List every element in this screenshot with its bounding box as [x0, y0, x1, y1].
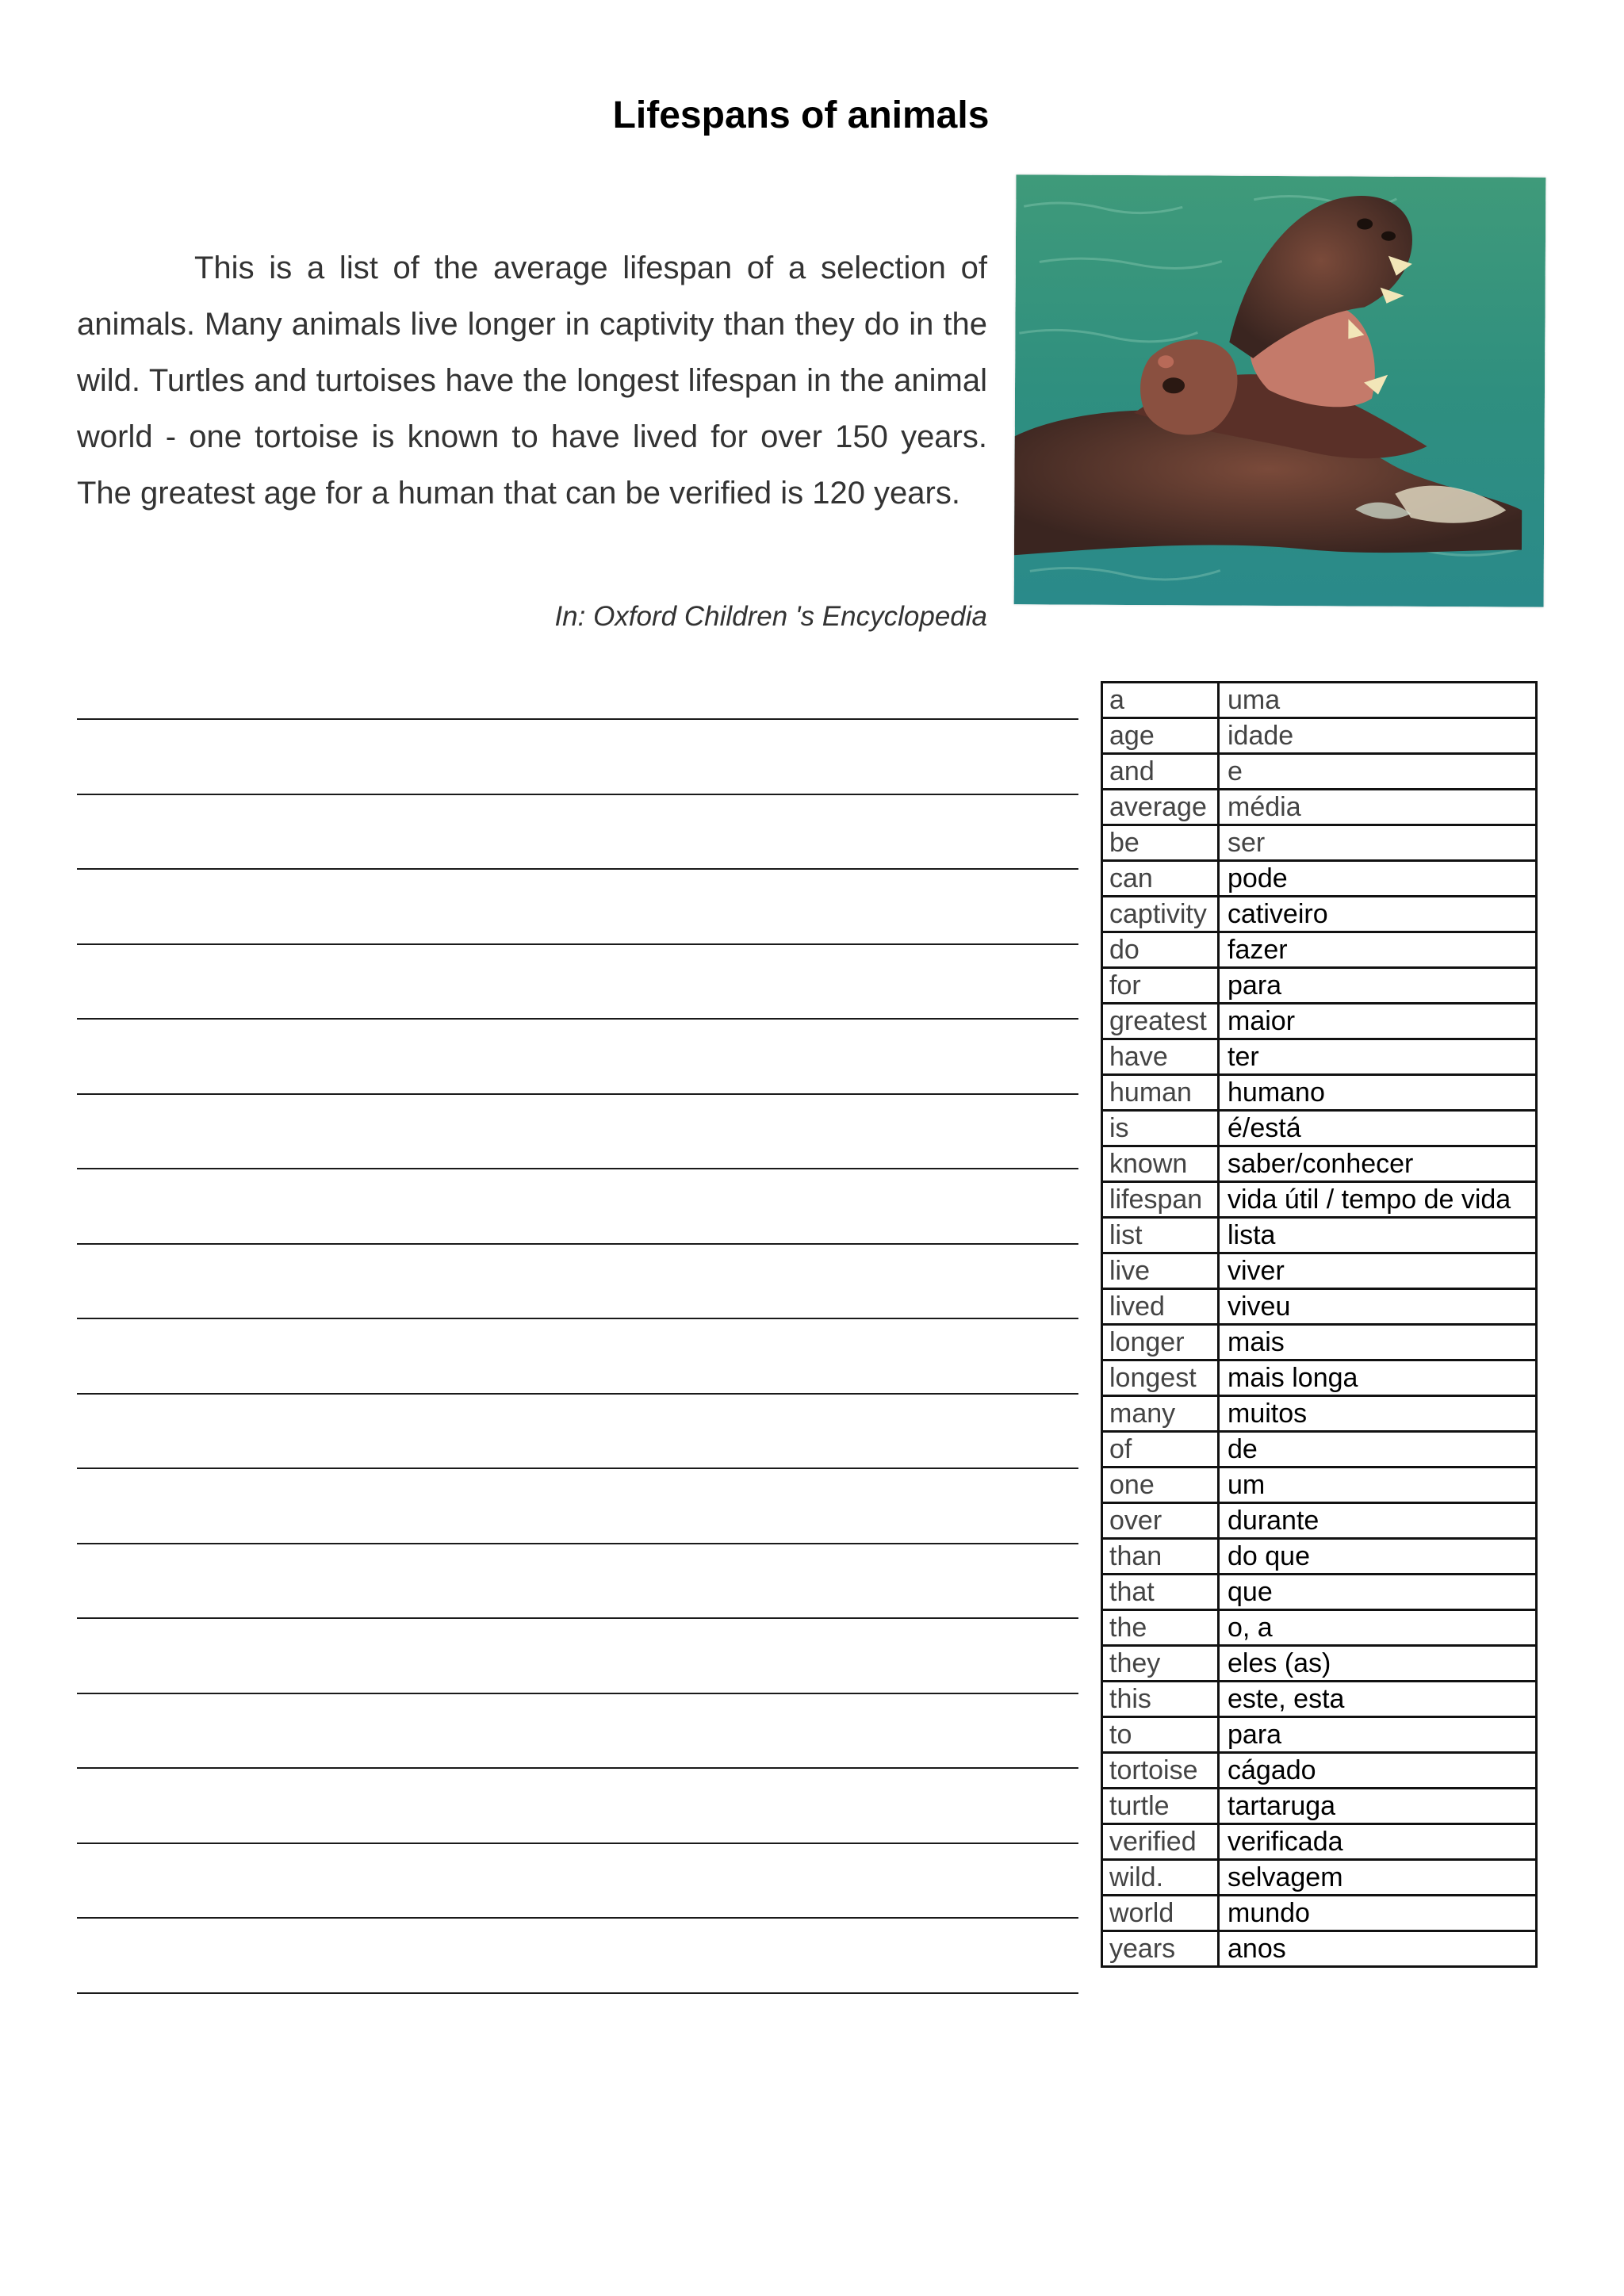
- vocab-row: [1102, 718, 1537, 754]
- writing-line[interactable]: [77, 1468, 1078, 1469]
- vocab-row: [1102, 1646, 1537, 1682]
- writing-line[interactable]: [77, 1767, 1078, 1769]
- vocab-portuguese: que: [1219, 1575, 1537, 1610]
- vocab-row: [1102, 897, 1537, 932]
- vocab-row: [1102, 1931, 1537, 1967]
- vocab-row: [1102, 1111, 1537, 1146]
- vocab-row: [1102, 1325, 1537, 1360]
- vocab-english: wild.: [1102, 1860, 1219, 1896]
- writing-line[interactable]: [77, 718, 1078, 720]
- writing-line[interactable]: [77, 1543, 1078, 1544]
- vocab-row: [1102, 1146, 1537, 1182]
- vocab-row: [1102, 1717, 1537, 1753]
- vocab-english: years: [1102, 1931, 1219, 1967]
- vocab-row: [1102, 1860, 1537, 1896]
- vocab-portuguese: um: [1219, 1468, 1537, 1503]
- writing-line[interactable]: [77, 1093, 1078, 1095]
- vocab-portuguese: tartaruga: [1219, 1789, 1537, 1824]
- vocab-portuguese: ser: [1219, 825, 1537, 861]
- vocab-portuguese: mais longa: [1219, 1360, 1537, 1396]
- writing-line[interactable]: [77, 1693, 1078, 1694]
- vocab-portuguese: muitos: [1219, 1396, 1537, 1432]
- vocab-row: [1102, 1039, 1537, 1075]
- vocab-portuguese: o, a: [1219, 1610, 1537, 1646]
- vocab-portuguese: mais: [1219, 1325, 1537, 1360]
- vocab-portuguese: lista: [1219, 1218, 1537, 1253]
- vocab-portuguese: humano: [1219, 1075, 1537, 1111]
- vocab-portuguese: de: [1219, 1432, 1537, 1468]
- vocab-english: have: [1102, 1039, 1219, 1075]
- writing-line[interactable]: [77, 1393, 1078, 1395]
- vocab-english: do: [1102, 932, 1219, 968]
- vocab-row: [1102, 1289, 1537, 1325]
- vocab-row: [1102, 1575, 1537, 1610]
- vocab-portuguese: é/está: [1219, 1111, 1537, 1146]
- vocab-english: longer: [1102, 1325, 1219, 1360]
- vocab-english: one: [1102, 1468, 1219, 1503]
- vocab-english: is: [1102, 1111, 1219, 1146]
- vocab-portuguese: ter: [1219, 1039, 1537, 1075]
- vocab-row: [1102, 1360, 1537, 1396]
- vocab-portuguese: fazer: [1219, 932, 1537, 968]
- vocab-portuguese: pode: [1219, 861, 1537, 897]
- vocab-english: of: [1102, 1432, 1219, 1468]
- writing-line[interactable]: [77, 868, 1078, 870]
- vocab-portuguese: saber/conhecer: [1219, 1146, 1537, 1182]
- vocab-english: known: [1102, 1146, 1219, 1182]
- vocab-english: captivity: [1102, 897, 1219, 932]
- vocab-row: [1102, 825, 1537, 861]
- vocab-english: over: [1102, 1503, 1219, 1539]
- vocab-portuguese: viveu: [1219, 1289, 1537, 1325]
- vocab-portuguese: do que: [1219, 1539, 1537, 1575]
- vocab-row: [1102, 1396, 1537, 1432]
- writing-lines: [77, 718, 1078, 2067]
- vocab-row: [1102, 1539, 1537, 1575]
- vocab-english: lifespan: [1102, 1182, 1219, 1218]
- vocab-english: they: [1102, 1646, 1219, 1682]
- intro-text: This is a list of the average lifespan of a selection of animals. Many animals live longer in captivity than they do in the wild. Turtles and turtoises have the longest lifespan in the animal world - one tortoise is known to have lived for over 150 years. The greatest age for a human that can be verified is 120 years.: [77, 251, 987, 511]
- vocab-english: live: [1102, 1253, 1219, 1289]
- vocab-row: [1102, 1824, 1537, 1860]
- vocab-english: than: [1102, 1539, 1219, 1575]
- vocab-english: world: [1102, 1896, 1219, 1931]
- vocab-portuguese: para: [1219, 968, 1537, 1004]
- vocab-portuguese: cágado: [1219, 1753, 1537, 1789]
- vocab-english: and: [1102, 754, 1219, 790]
- vocab-row: [1102, 754, 1537, 790]
- vocabulary-table: [1101, 681, 1538, 1968]
- vocab-portuguese: durante: [1219, 1503, 1537, 1539]
- writing-line[interactable]: [77, 1243, 1078, 1245]
- vocab-row: [1102, 1075, 1537, 1111]
- vocab-english: can: [1102, 861, 1219, 897]
- vocab-row: [1102, 1253, 1537, 1289]
- vocab-row: [1102, 1610, 1537, 1646]
- vocab-english: be: [1102, 825, 1219, 861]
- vocab-row: [1102, 1468, 1537, 1503]
- writing-line[interactable]: [77, 1617, 1078, 1619]
- vocab-row: [1102, 1503, 1537, 1539]
- vocab-portuguese: selvagem: [1219, 1860, 1537, 1896]
- vocab-row: [1102, 1432, 1537, 1468]
- vocab-row: [1102, 1896, 1537, 1931]
- page-title: Lifespans of animals: [612, 94, 990, 136]
- vocab-row: [1102, 861, 1537, 897]
- vocab-english: age: [1102, 718, 1219, 754]
- vocab-english: human: [1102, 1075, 1219, 1111]
- hippo-illustration: [1014, 174, 1546, 607]
- vocab-row: [1102, 683, 1537, 718]
- vocab-row: [1102, 1789, 1537, 1824]
- vocab-portuguese: maior: [1219, 1004, 1537, 1039]
- vocab-portuguese: vida útil / tempo de vida: [1219, 1182, 1537, 1218]
- vocab-english: for: [1102, 968, 1219, 1004]
- vocab-english: average: [1102, 790, 1219, 825]
- intro-paragraph: [77, 240, 987, 522]
- vocab-row: [1102, 1004, 1537, 1039]
- writing-line[interactable]: [77, 1018, 1078, 1020]
- vocab-english: tortoise: [1102, 1753, 1219, 1789]
- vocab-english: turtle: [1102, 1789, 1219, 1824]
- vocab-portuguese: uma: [1219, 683, 1537, 718]
- vocab-row: [1102, 1218, 1537, 1253]
- vocab-portuguese: para: [1219, 1717, 1537, 1753]
- vocab-english: to: [1102, 1717, 1219, 1753]
- writing-line[interactable]: [77, 1843, 1078, 1844]
- vocab-english: a: [1102, 683, 1219, 718]
- vocab-row: [1102, 1682, 1537, 1717]
- writing-line[interactable]: [77, 943, 1078, 945]
- writing-line[interactable]: [77, 1168, 1078, 1169]
- vocab-english: that: [1102, 1575, 1219, 1610]
- vocab-english: verified: [1102, 1824, 1219, 1860]
- writing-line[interactable]: [77, 1318, 1078, 1319]
- writing-line[interactable]: [77, 1992, 1078, 1994]
- hippo-photo: [1014, 174, 1546, 607]
- vocab-portuguese: e: [1219, 754, 1537, 790]
- vocab-portuguese: cativeiro: [1219, 897, 1537, 932]
- vocab-row: [1102, 1182, 1537, 1218]
- vocab-row: [1102, 932, 1537, 968]
- vocab-portuguese: idade: [1219, 718, 1537, 754]
- vocab-portuguese: eles (as): [1219, 1646, 1537, 1682]
- source-citation: In: Oxford Children 's Encyclopedia: [554, 601, 987, 632]
- vocab-english: longest: [1102, 1360, 1219, 1396]
- vocab-row: [1102, 968, 1537, 1004]
- writing-line[interactable]: [77, 1917, 1078, 1919]
- vocab-english: lived: [1102, 1289, 1219, 1325]
- vocab-row: [1102, 790, 1537, 825]
- vocab-english: many: [1102, 1396, 1219, 1432]
- writing-line[interactable]: [77, 794, 1078, 795]
- vocab-portuguese: este, esta: [1219, 1682, 1537, 1717]
- vocab-english: this: [1102, 1682, 1219, 1717]
- vocab-english: list: [1102, 1218, 1219, 1253]
- vocab-english: greatest: [1102, 1004, 1219, 1039]
- vocab-english: the: [1102, 1610, 1219, 1646]
- vocab-portuguese: anos: [1219, 1931, 1537, 1967]
- vocab-row: [1102, 1753, 1537, 1789]
- vocab-portuguese: média: [1219, 790, 1537, 825]
- vocab-portuguese: viver: [1219, 1253, 1537, 1289]
- vocab-portuguese: verificada: [1219, 1824, 1537, 1860]
- vocab-portuguese: mundo: [1219, 1896, 1537, 1931]
